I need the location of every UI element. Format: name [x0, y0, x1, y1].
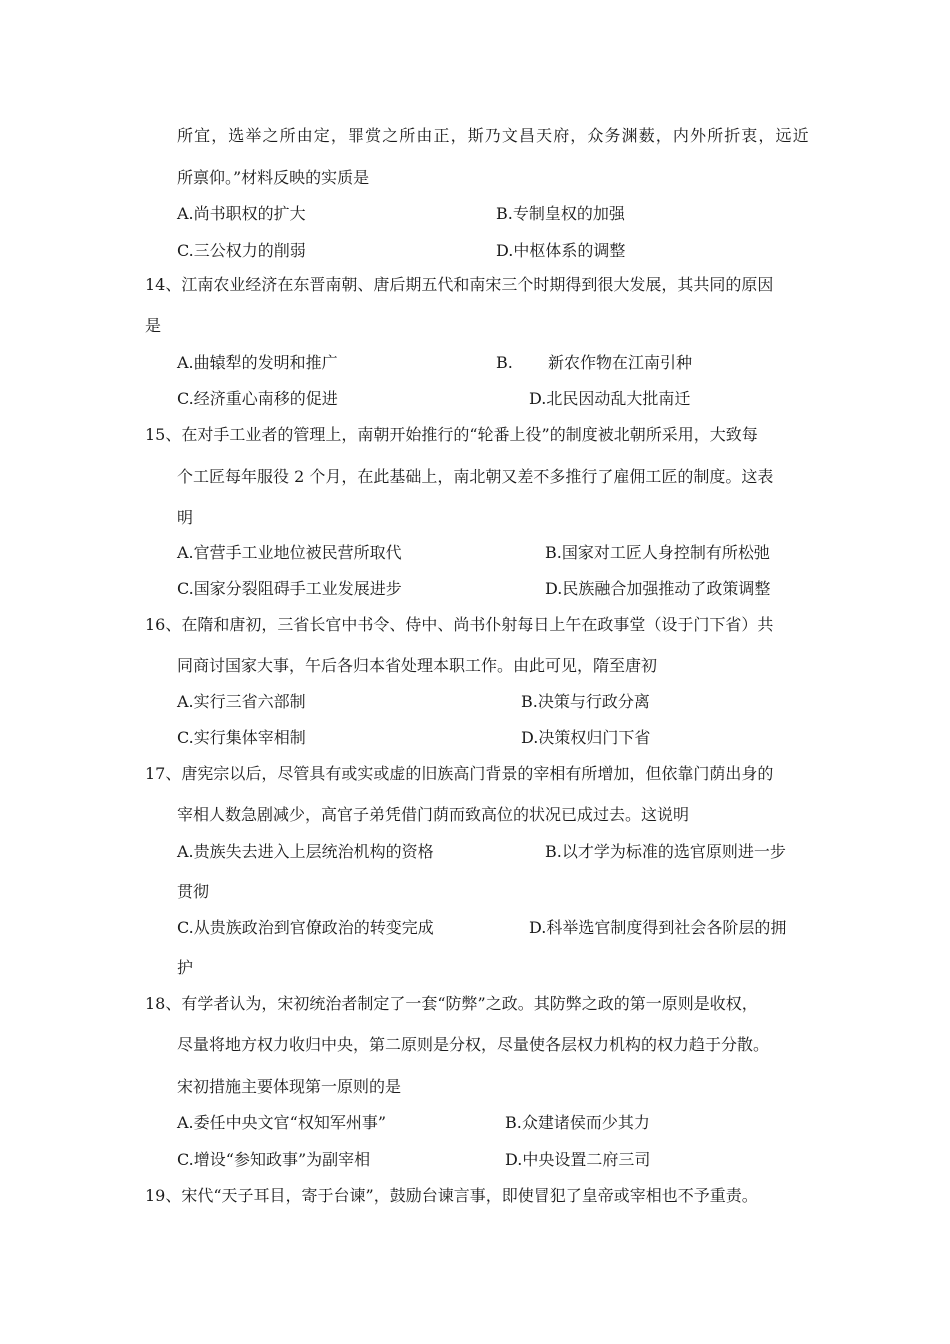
- q14-stem-line-1: 14、江南农业经济在东晋南朝、唐后期五代和南宋三个时期得到很大发展，其共同的原因: [145, 275, 774, 294]
- q14-option-b: 新农作物在江南引种: [548, 353, 693, 372]
- q14-option-a: A.曲辕犁的发明和推广: [177, 353, 338, 372]
- q14-option-b-label: B.: [496, 353, 513, 372]
- q17-option-d-continuation: 护: [177, 958, 194, 977]
- q15-stem-line-2: 个工匠每年服役 2 个月，在此基础上，南北朝又差不多推行了雇佣工匠的制度。这表: [177, 467, 774, 486]
- q14-option-c: C.经济重心南移的促进: [177, 389, 338, 408]
- q18-option-c: C.增设“参知政事”为副宰相: [177, 1150, 371, 1169]
- q16-stem-line-2: 同商讨国家大事，午后各归本省处理本职工作。由此可见，隋至唐初: [177, 656, 658, 675]
- q15-stem-line-3: 明: [177, 508, 194, 527]
- q14-stem-line-2: 是: [145, 316, 162, 335]
- q13-option-a: A.尚书职权的扩大: [177, 204, 306, 223]
- q13-option-b: B.专制皇权的加强: [496, 204, 625, 223]
- q17-option-c: C.从贵族政治到官僚政治的转变完成: [177, 918, 434, 937]
- q15-option-c: C.国家分裂阻碍手工业发展进步: [177, 579, 402, 598]
- q15-option-a: A.官营手工业地位被民营所取代: [177, 543, 402, 562]
- q16-option-a: A.实行三省六部制: [177, 692, 306, 711]
- q16-stem-line-1: 16、在隋和唐初，三省长官中书令、侍中、尚书仆射每日上午在政事堂（设于门下省）共: [145, 615, 774, 634]
- q18-stem-line-2: 尽量将地方权力收归中央，第二原则是分权，尽量使各层权力机构的权力趋于分散。: [177, 1035, 770, 1054]
- q18-option-a: A.委任中央文官“权知军州事”: [177, 1113, 387, 1132]
- q15-stem-line-1: 15、在对手工业者的管理上，南朝开始推行的“轮番上役”的制度被北朝所采用，大致每: [145, 425, 758, 444]
- q17-option-b: B.以才学为标准的选官原则进一步: [545, 842, 786, 861]
- q14-option-d: D.北民因动乱大批南迁: [529, 389, 691, 408]
- q18-stem-line-1: 18、有学者认为，宋初统治者制定了一套“防弊”之政。其防弊之政的第一原则是收权，: [145, 994, 758, 1013]
- q17-option-a: A.贵族失去进入上层统治机构的资格: [177, 842, 434, 861]
- q13-stem-line-2: 所禀仰。”材料反映的实质是: [177, 168, 370, 187]
- q13-option-d: D.中枢体系的调整: [496, 241, 626, 260]
- q16-option-d: D.决策权归门下省: [521, 728, 651, 747]
- q19-stem-line-1: 19、宋代“天子耳目，寄于台谏”，鼓励台谏言事，即使冒犯了皇帝或宰相也不予重责。: [145, 1186, 758, 1205]
- q17-stem-line-1: 17、唐宪宗以后，尽管具有或实或虚的旧族高门背景的宰相有所增加，但依靠门荫出身的: [145, 764, 774, 783]
- q18-option-d: D.中央设置二府三司: [505, 1150, 651, 1169]
- q15-option-b: B.国家对工匠人身控制有所松弛: [545, 543, 770, 562]
- q18-stem-line-3: 宋初措施主要体现第一原则的是: [177, 1077, 402, 1096]
- q13-option-c: C.三公权力的削弱: [177, 241, 306, 260]
- q16-option-b: B.决策与行政分离: [521, 692, 650, 711]
- q16-option-c: C.实行集体宰相制: [177, 728, 306, 747]
- q17-stem-line-2: 宰相人数急剧减少，高官子弟凭借门荫而致高位的状况已成过去。这说明: [177, 805, 690, 824]
- q15-option-d: D.民族融合加强推动了政策调整: [545, 579, 771, 598]
- q13-stem-line-1: 所宜，选举之所由定，罪赏之所由正，斯乃文昌天府，众务渊薮，内外所折衷，远近: [177, 126, 810, 145]
- q18-option-b: B.众建诸侯而少其力: [505, 1113, 650, 1132]
- q17-option-b-continuation: 贯彻: [177, 882, 210, 901]
- q17-option-d: D.科举选官制度得到社会各阶层的拥: [529, 918, 787, 937]
